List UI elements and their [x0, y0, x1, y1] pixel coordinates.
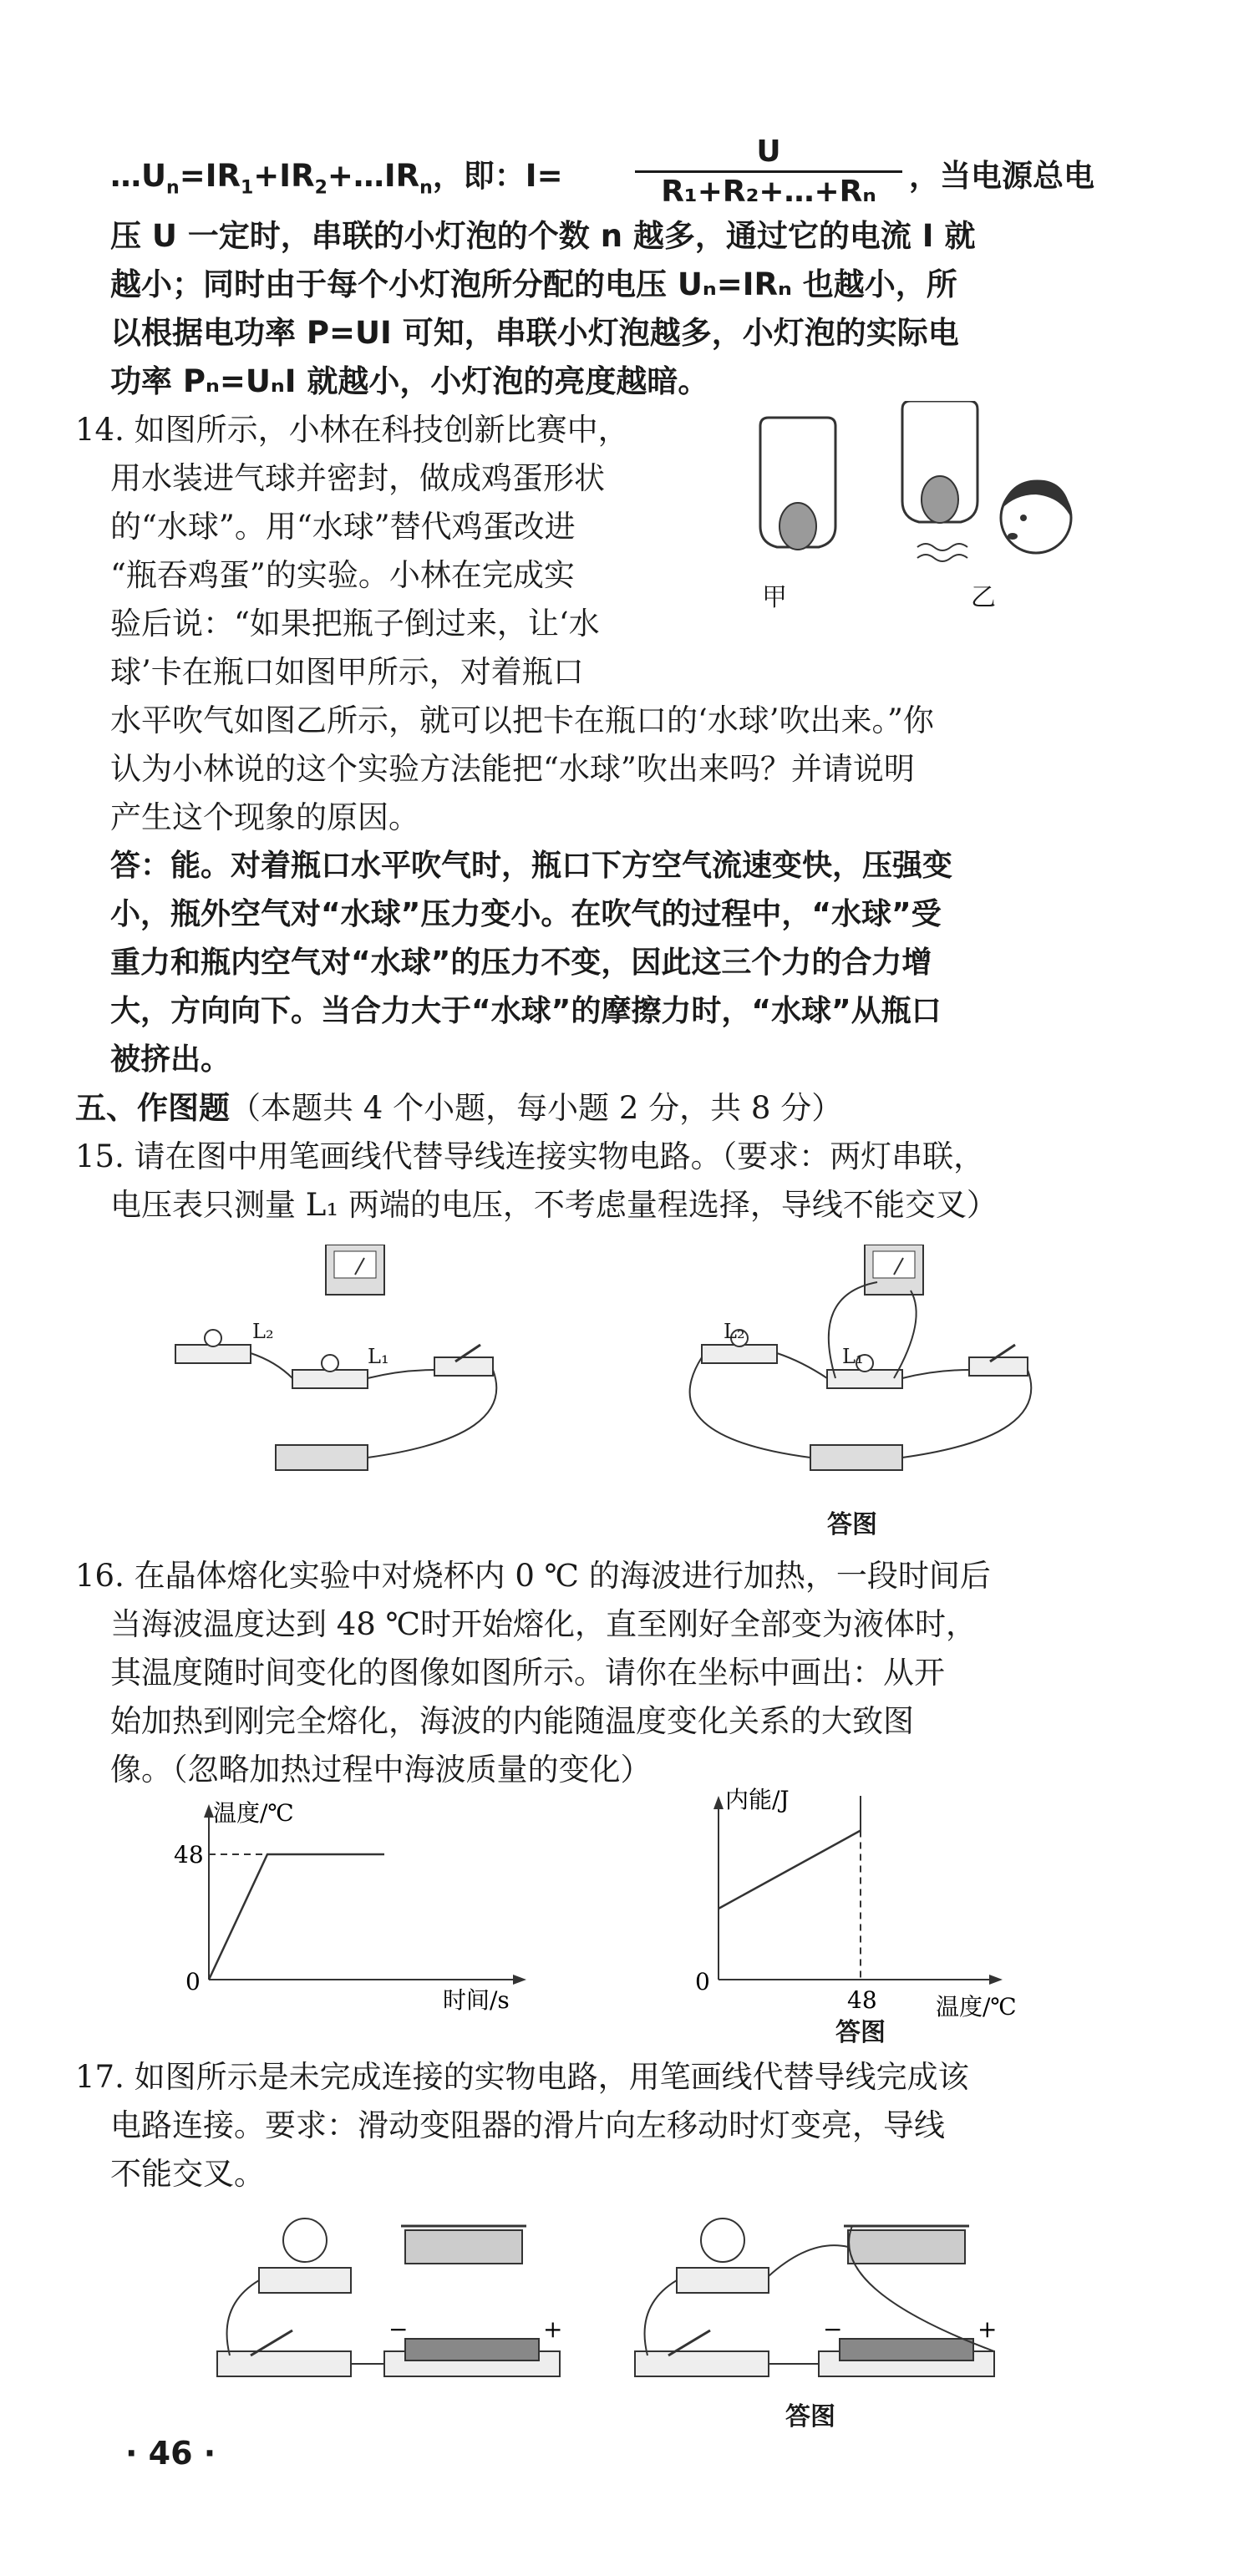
switch-q17-icon — [217, 2351, 351, 2376]
l1-label: L₁ — [368, 1345, 389, 1368]
chart1-ylabel: 温度/℃ — [213, 1799, 294, 1827]
q14-line5: 验后说：“如果把瓶子倒过来，让‘水 — [110, 606, 600, 641]
airflow-icon — [917, 544, 967, 550]
chart1-xlabel: 时间/s — [443, 1986, 510, 2013]
section5-heading — [75, 1088, 842, 1129]
water-ball-yi-icon — [922, 476, 958, 523]
q14-answer-line2: 小，瓶外空气对“水球”压力变小。在吹气的过程中，“水球”受 — [110, 897, 942, 931]
bulb-l2-answer-icon — [702, 1345, 777, 1363]
q14-answer-line1: 答：能。对着瓶口水平吹气时，瓶口下方空气流速变快，压强变 — [110, 849, 953, 883]
rheostat-answer-icon — [848, 2230, 965, 2264]
svg-text:−: − — [388, 2315, 409, 2343]
chart1-series-line — [209, 1854, 384, 1980]
intro-line2: 压 U 一定时，串联的小灯泡的个数 n 越多，通过它的电流 I 就 — [110, 218, 976, 254]
fig-label-yi: 乙 — [971, 583, 996, 612]
q14-figure — [702, 401, 1094, 618]
switch-icon — [434, 1357, 493, 1376]
chart2-origin: 0 — [695, 1968, 710, 1995]
q17-circuit-figure — [209, 2205, 1044, 2397]
q16-caption: 答图 — [835, 2018, 886, 2047]
q15-line1: 15. 请在图中用笔画线代替导线连接实物电路。（要求：两灯串联， — [75, 1138, 985, 1174]
bulb-l1-answer-icon — [827, 1370, 902, 1388]
q14-line4: “瓶吞鸡蛋”的实验。小林在完成实 — [110, 557, 575, 593]
chart2-xlabel: 温度/℃ — [936, 1993, 1017, 2021]
q17-line3: 不能交叉。 — [110, 2156, 265, 2192]
q14-line3: 的“水球”。用“水球”替代鸡蛋改进 — [110, 509, 576, 545]
battery-icon — [276, 1445, 368, 1470]
intro-line1-end: ，当电源总电 — [909, 158, 1094, 194]
q16-line5: 像。（忽略加热过程中海波质量的变化） — [110, 1752, 652, 1787]
q14-answer-line3: 重力和瓶内空气对“水球”的压力不变，因此这三个力的合力增 — [110, 946, 932, 980]
q17-line2: 电路连接。要求：滑动变阻器的滑片向左移动时灯变亮，导线 — [110, 2107, 945, 2143]
l1-answer-label: L₁ — [842, 1345, 864, 1368]
q16-line1: 16. 在晶体熔化实验中对烧杯内 0 ℃ 的海波进行加热，一段时间后 — [75, 1558, 991, 1594]
q14-line8: 认为小林说的这个实验方法能把“水球”吹出来吗？并请说明 — [110, 751, 915, 787]
q15-caption: 答图 — [827, 1510, 877, 1539]
energy-temperature-chart — [685, 1787, 1053, 2021]
chart1-origin: 0 — [185, 1968, 201, 1995]
battery-answer-icon — [810, 1445, 902, 1470]
intro-line4: 以根据电功率 P=UI 可知，串联小灯泡越多，小灯泡的实际电 — [110, 315, 959, 351]
q14-line6: 球’卡在瓶口如图甲所示，对着瓶口 — [110, 654, 584, 690]
q14-line2: 用水装进气球并密封，做成鸡蛋形状 — [110, 460, 605, 496]
section5-note: （本题共 4 个小题，每小题 2 分，共 8 分） — [230, 1090, 843, 1126]
switch-answer-icon — [969, 1357, 1028, 1376]
intro-line5: 功率 Pₙ=UₙI 就越小，小灯泡的亮度越暗。 — [110, 363, 709, 399]
q15-circuit-figure — [150, 1245, 1111, 1487]
q16-line4: 始加热到刚完全熔化，海波的内能随温度变化关系的大致图 — [110, 1703, 914, 1739]
l2-answer-label: L₂ — [724, 1320, 745, 1343]
l2-label: L₂ — [252, 1320, 274, 1343]
q14-line7: 水平吹气如图乙所示，就可以把卡在瓶口的‘水球’吹出来。”你 — [110, 702, 934, 738]
intro-line3: 越小；同时由于每个小灯泡所分配的电压 Uₙ=IRₙ 也越小，所 — [110, 266, 957, 302]
bulb-l1-icon — [292, 1370, 368, 1388]
chart2-ylabel: 内能/J — [725, 1787, 790, 1813]
q14-answer-line5: 被挤出。 — [110, 1042, 231, 1077]
section5-title: 五、作图题 — [75, 1090, 230, 1126]
water-ball-jia-icon — [779, 503, 816, 550]
svg-text:+: + — [543, 2315, 563, 2343]
fig-label-jia: 甲 — [762, 583, 787, 612]
q16-line2: 当海波温度达到 48 ℃时开始熔化，直至刚好全部变为液体时， — [110, 1606, 977, 1642]
switch-q17-answer-icon — [635, 2351, 769, 2376]
q14-line1: 14. 如图所示，小林在科技创新比赛中， — [75, 412, 629, 448]
bulb-l2-icon — [175, 1345, 251, 1363]
q16-line3: 其温度随时间变化的图像如图所示。请你在坐标中画出：从开 — [110, 1655, 945, 1691]
q15-line2: 电压表只测量 L₁ 两端的电压，不考虑量程选择，导线不能交叉） — [110, 1187, 998, 1223]
chart2-xtick-48: 48 — [847, 1986, 877, 2014]
chart2-series-line — [719, 1831, 861, 1909]
q14-answer-line4: 大，方向向下。当合力大于“水球”的摩擦力时，“水球”从瓶口 — [110, 994, 942, 1028]
q14-line9: 产生这个现象的原因。 — [110, 799, 419, 835]
fraction-denominator: R₁+R₂+…+Rₙ — [635, 170, 902, 211]
svg-text:−: − — [823, 2315, 843, 2343]
q17-caption: 答图 — [785, 2402, 835, 2431]
q17-line1: 17. 如图所示是未完成连接的实物电路，用笔画线代替导线完成该 — [75, 2059, 969, 2095]
intro-fraction — [635, 134, 902, 211]
lamp-icon — [259, 2268, 351, 2293]
chart1-ytick-48: 48 — [174, 1841, 204, 1869]
svg-text:+: + — [977, 2315, 998, 2343]
temperature-time-chart — [167, 1796, 551, 2013]
rheostat-icon — [405, 2230, 522, 2264]
intro-line1: $\dots U_n=IR_1+IR_2+\dots IR_n$，即：I= — [110, 158, 563, 199]
lamp-answer-icon — [677, 2268, 769, 2293]
page-number: · 46 · — [125, 2435, 216, 2472]
fraction-numerator: U — [756, 134, 781, 169]
